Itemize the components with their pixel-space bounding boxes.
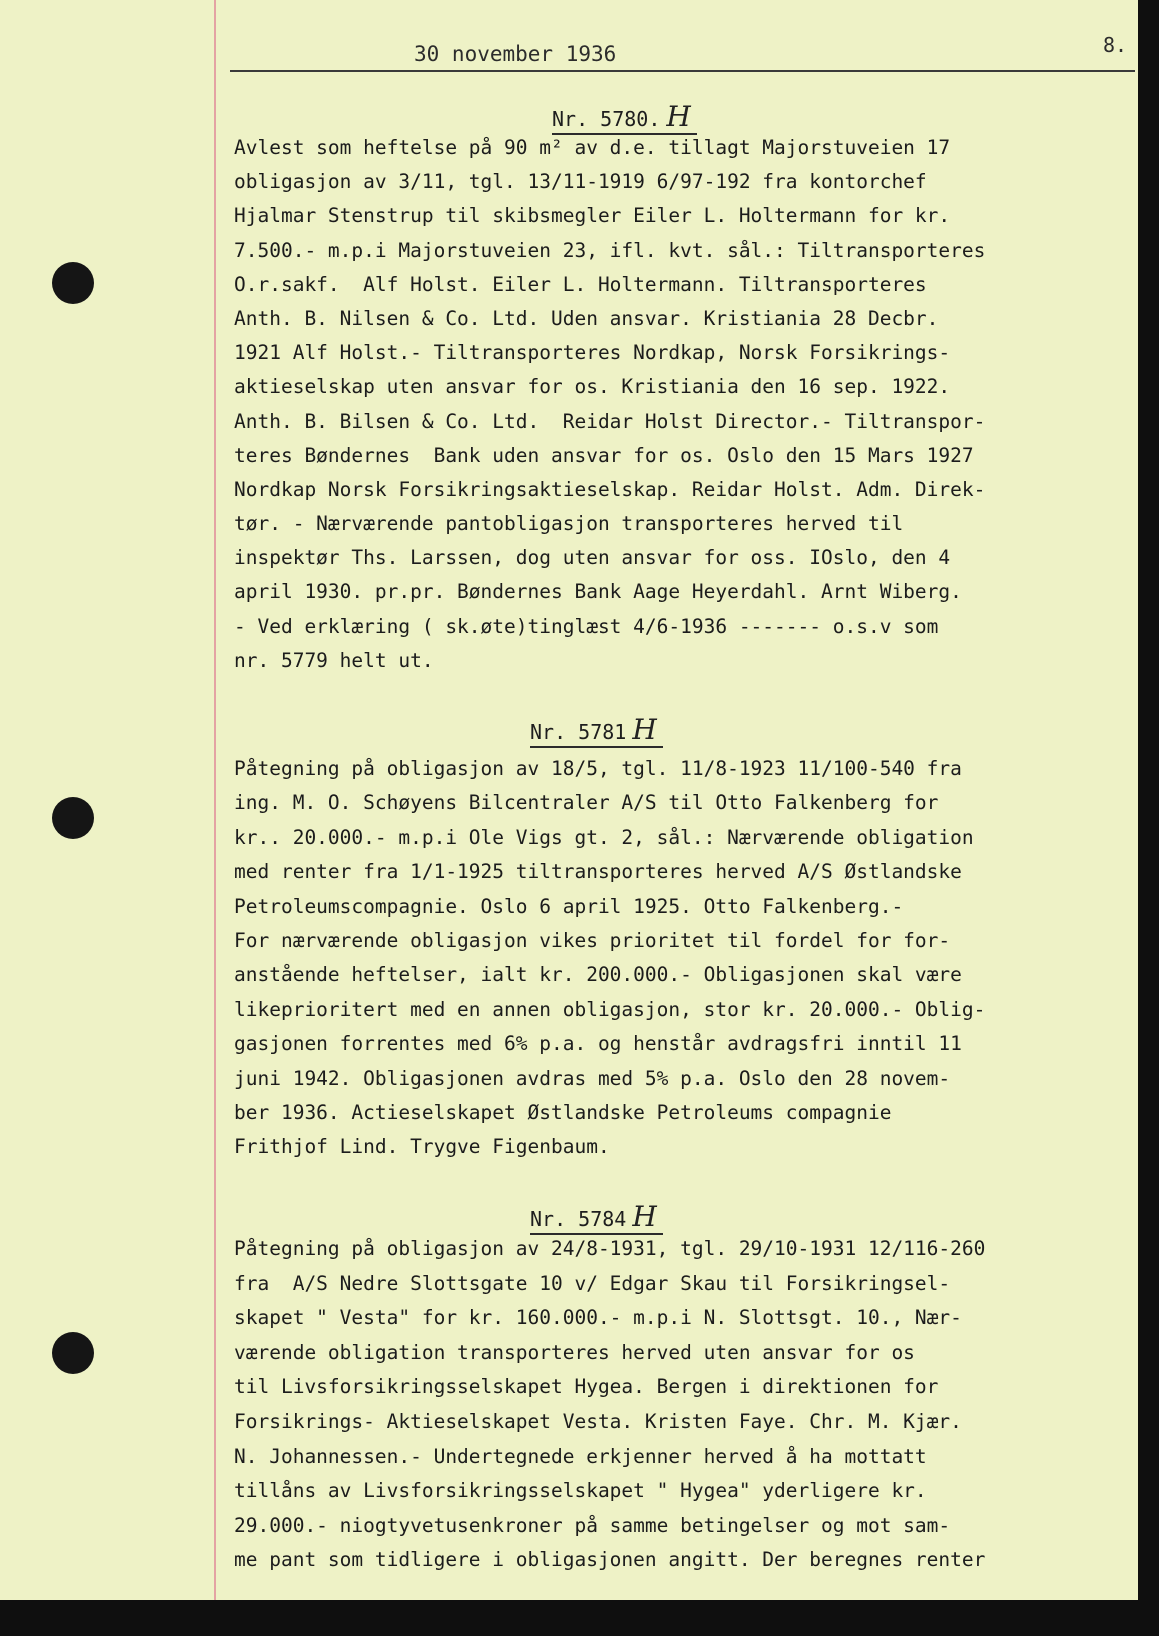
entry-text	[234, 131, 1139, 678]
text-line: værende obligation transporteres herved uten ansvar for os	[234, 1340, 915, 1364]
entry-text	[234, 1232, 1139, 1578]
entry-text	[234, 752, 1139, 1165]
page-date: 30 november 1936	[414, 42, 617, 66]
margin-line	[214, 0, 216, 1600]
entry-number: Nr. 5784	[530, 1207, 627, 1231]
text-line: til Livsforsikringsselskapet Hygea. Bergen i direktionen for	[234, 1375, 939, 1399]
entry-heading	[530, 1200, 663, 1235]
text-line: Petroleumscompagnie. Oslo 6 april 1925. Otto Falkenberg.-	[234, 894, 904, 918]
text-line: - Ved erklæring ( sk.øte)tinglæst 4/6-1936 ------- o.s.v som	[234, 614, 939, 638]
text-line: obligasjon av 3/11, tgl. 13/11-1919 6/97-192 fra kontorchef	[234, 170, 927, 194]
text-line: Påtegning på obligasjon av 24/8-1931, tgl. 29/10-1931 12/116-260	[234, 1237, 986, 1260]
header-rule	[230, 70, 1135, 72]
text-line: 1921 Alf Holst.- Tiltransporteres Nordkap, Norsk Forsikrings-	[234, 341, 951, 365]
entry-number: Nr. 5781	[530, 720, 627, 744]
text-line: Anth. B. Nilsen & Co. Ltd. Uden ansvar. Kristiania 28 Decbr.	[234, 306, 939, 330]
text-line: For nærværende obligasjon vikes prioritet til fordel for for-	[234, 928, 951, 952]
text-line: fra A/S Nedre Slottsgate 10 v/ Edgar Skau til Forsikringsel-	[234, 1271, 951, 1295]
text-line: Påtegning på obligasjon av 18/5, tgl. 11/8-1923 11/100-540 fra	[234, 757, 962, 780]
text-line: gasjonen forrentes med 6% p.a. og henstår avdragsfri inntil 11	[234, 1032, 962, 1056]
punch-hole	[52, 1332, 94, 1374]
text-line: ing. M. O. Schøyens Bilcentraler A/S til Otto Falkenberg for	[234, 791, 939, 815]
text-line: tør. - Nærværende pantobligasjon transporteres herved til	[234, 512, 904, 536]
text-line: Anth. B. Bilsen & Co. Ltd. Reidar Holst Director.- Tiltranspor-	[234, 409, 986, 433]
text-line: O.r.sakf. Alf Holst. Eiler L. Holtermann. Tiltransporteres	[234, 272, 927, 296]
text-line: me pant som tidligere i obligasjonen angitt. Der beregnes renter	[234, 1548, 986, 1572]
entry-heading	[552, 100, 697, 135]
text-line: nr. 5779 helt ut.	[234, 648, 434, 672]
text-line: Hjalmar Stenstrup til skibsmegler Eiler L. Holtermann for kr.	[234, 204, 951, 228]
text-line: skapet " Vesta" for kr. 160.000.- m.p.i N. Slottsgt. 10., Nær-	[234, 1306, 962, 1330]
text-line: 29.000.- niogtyvetusenkroner på samme betingelser og mot sam-	[234, 1513, 951, 1537]
text-line: 7.500.- m.p.i Majorstuveien 23, ifl. kvt. sål.: Tiltransporteres	[234, 238, 986, 262]
text-line: juni 1942. Obligasjonen avdras med 5% p.a. Oslo den 28 novem-	[234, 1066, 951, 1090]
text-line: Frithjof Lind. Trygve Figenbaum.	[234, 1135, 610, 1159]
punch-hole	[52, 797, 94, 839]
text-line: anstående heftelser, ialt kr. 200.000.- Obligasjonen skal være	[234, 963, 962, 987]
text-line: N. Johannessen.- Undertegnede erkjenner herved å ha mottatt	[234, 1444, 927, 1468]
text-line: kr.. 20.000.- m.p.i Ole Vigs gt. 2, sål.: Nærværende obligation	[234, 825, 974, 849]
page-number: 8.	[1103, 33, 1128, 57]
punch-hole	[52, 262, 94, 304]
text-line: likeprioritert med en annen obligasjon, stor kr. 20.000.- Oblig-	[234, 997, 986, 1021]
initial-mark: H	[632, 1200, 657, 1233]
entry-number: Nr. 5780.	[552, 107, 661, 131]
text-line: ber 1936. Actieselskapet Østlandske Petroleums compagnie	[234, 1100, 892, 1124]
text-line: april 1930. pr.pr. Bøndernes Bank Aage Heyerdahl. Arnt Wiberg.	[234, 580, 962, 604]
text-line: Nordkap Norsk Forsikringsaktieselskap. Reidar Holst. Adm. Direk-	[234, 477, 986, 501]
initial-mark: H	[666, 100, 691, 133]
text-line: Forsikrings- Aktieselskapet Vesta. Kristen Faye. Chr. M. Kjær.	[234, 1409, 962, 1433]
text-line: tillåns av Livsforsikringsselskapet " Hygea" yderligere kr.	[234, 1479, 927, 1503]
text-line: med renter fra 1/1-1925 tiltransporteres herved A/S Østlandske	[234, 860, 962, 884]
text-line: teres Bøndernes Bank uden ansvar for os. Oslo den 15 Mars 1927	[234, 443, 974, 467]
text-line: aktieselskap uten ansvar for os. Kristiania den 16 sep. 1922.	[234, 375, 951, 399]
entry-heading	[530, 713, 663, 748]
text-line: Avlest som heftelse på 90 m² av d.e. tillagt Majorstuveien 17	[234, 136, 951, 159]
initial-mark: H	[632, 713, 657, 746]
text-line: inspektør Ths. Larssen, dog uten ansvar for oss. IOslo, den 4	[234, 546, 951, 570]
